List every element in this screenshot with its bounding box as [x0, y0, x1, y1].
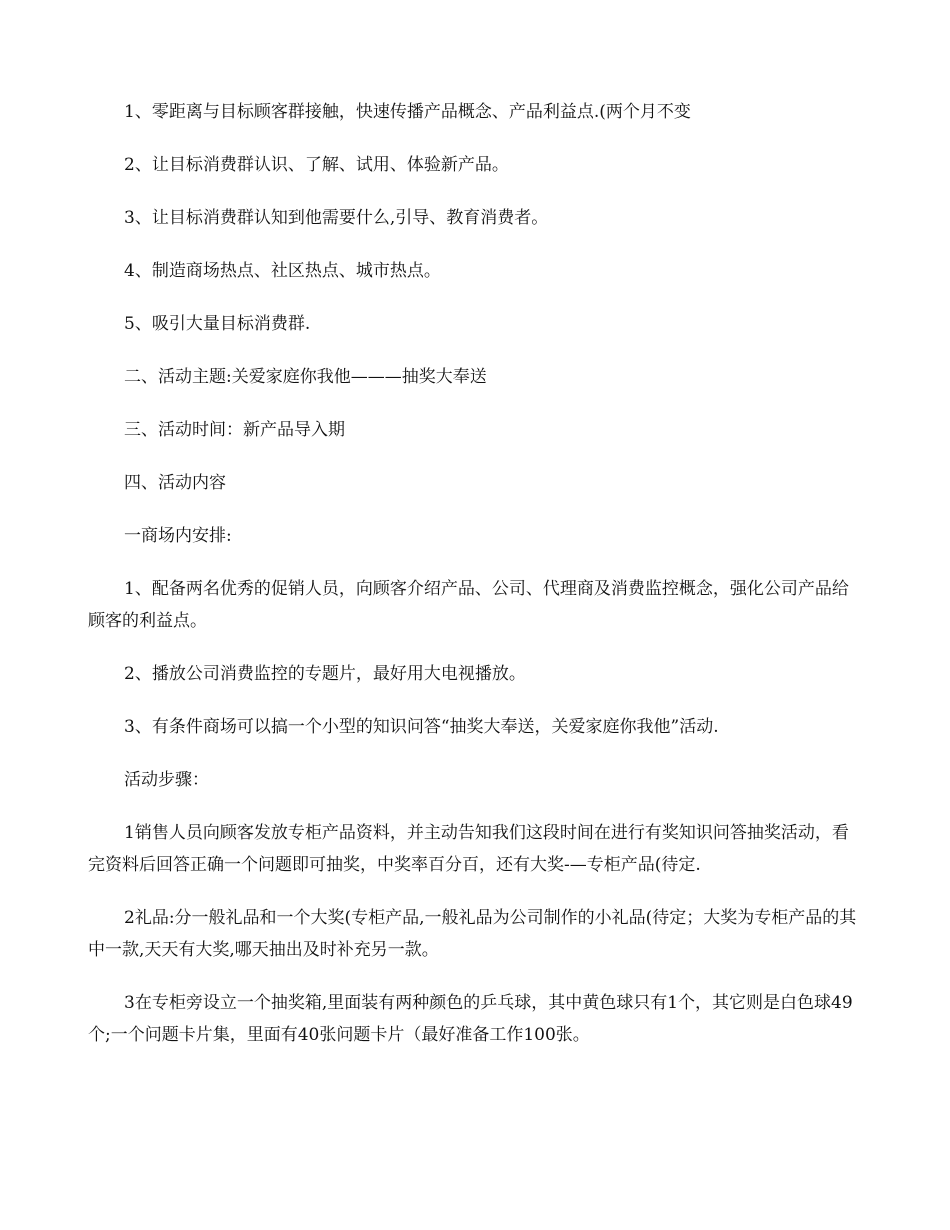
subheading-activity-steps: 活动步骤：	[124, 770, 209, 790]
paragraph-goal-3: 3、让目标消费群认知到他需要什么,引导、教育消费者。	[124, 208, 549, 228]
subheading-mall-arrangement: 一商场内安排:	[124, 526, 232, 546]
section-heading-time: 三、活动时间：新产品导入期	[124, 420, 345, 440]
section-heading-theme: 二、活动主题:关爱家庭你我他———抽奖大奉送	[124, 367, 487, 387]
document-body	[88, 96, 862, 1072]
section-heading-content: 四、活动内容	[124, 473, 226, 493]
paragraph-mall-2: 2、播放公司消费监控的专题片，最好用大电视播放。	[124, 664, 526, 684]
paragraph-goal-2: 2、让目标消费群认识、了解、试用、体验新产品。	[124, 155, 509, 175]
paragraph-step-3: 3在专柜旁设立一个抽奖箱,里面装有两种颜色的乒乓球，其中黄色球只有1个，其它则是白色球49个;一个问题卡片集，里面有40张问题卡片（最好准备工作100张。	[88, 993, 853, 1045]
paragraph-mall-1: 1、配备两名优秀的促销人员，向顾客介绍产品、公司、代理商及消费监控概念，强化公司产品给顾客的利益点。	[88, 579, 849, 631]
paragraph-goal-4: 4、制造商场热点、社区热点、城市热点。	[124, 261, 441, 281]
paragraph-goal-1: 1、零距离与目标顾客群接触，快速传播产品概念、产品利益点.(两个月不变	[124, 102, 691, 122]
paragraph-step-2: 2礼品:分一般礼品和一个大奖(专柜产品,一般礼品为公司制作的小礼品(待定；大奖为专柜产品的其中一款,天天有大奖,哪天抽出及时补充另一款。	[88, 908, 857, 960]
paragraph-step-1: 1销售人员向顾客发放专柜产品资料，并主动告知我们这段时间在进行有奖知识问答抽奖活动，看完资料后回答正确一个问题即可抽奖，中奖率百分百，还有大奖-—专柜产品(待定.	[88, 823, 849, 875]
paragraph-mall-3: 3、有条件商场可以搞一个小型的知识问答“抽奖大奉送，关爱家庭你我他”活动.	[124, 717, 719, 737]
paragraph-goal-5: 5、吸引大量目标消费群.	[124, 314, 311, 334]
